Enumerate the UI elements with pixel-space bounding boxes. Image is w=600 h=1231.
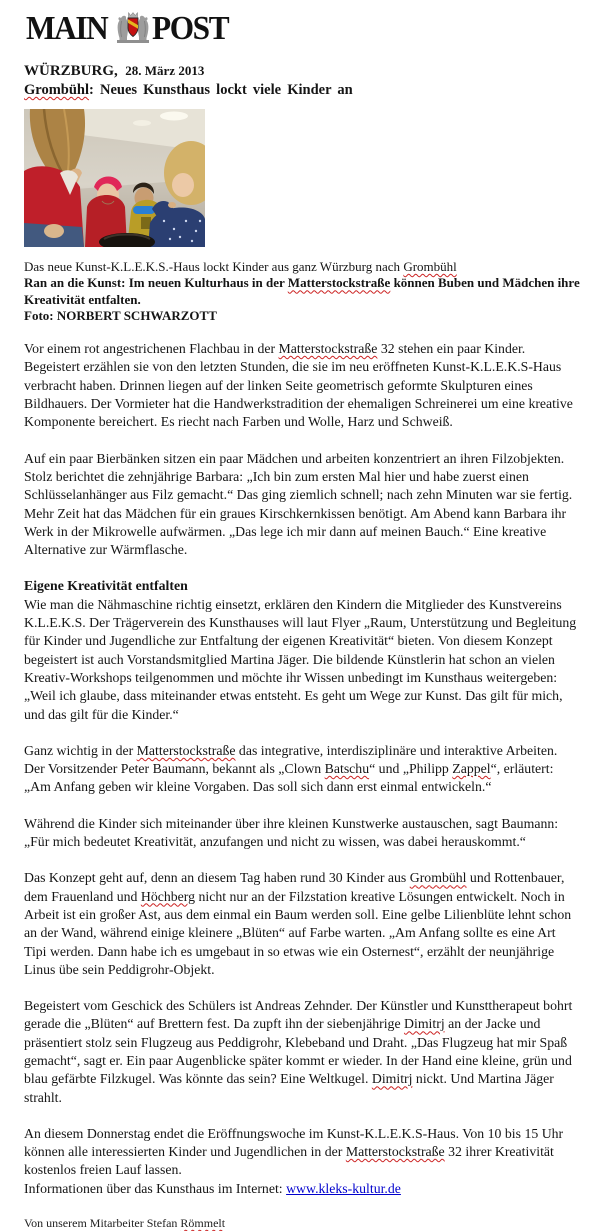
text-segment: 32 stehen ein paar Kinder. Begeistert erzählen sie von den letzten Stunden, die sie im neu eröffneten Kunst-K.L.E.K.S-Haus verbracht haben. Drinnen liegen auf der linken Seite geometrisch geformte Skulpturen eines Bildhauers. Der Vormieter hat die Handwerkstradition der ehemaligen Schreinerei um eine kreative Komponente bereichert. Es riecht nach Farben und Wolle, Harz und Schweiß. <box>24 341 573 430</box>
misspelled-word: Matterstockstraße <box>345 1144 445 1160</box>
text-segment: Während die Kinder sich miteinander über ihre kleinen Kunstwerke austauschen, sagt Baumann: „Für mich bedeutet Kreativität, anzufangen und nicht zu wissen, was dabei herauskommt.“ <box>24 815 559 850</box>
misspelled-word: Matterstockstraße <box>287 275 391 291</box>
text-segment: nickt. Und Martina Jäger strahlt. <box>24 1071 554 1105</box>
article-headline <box>24 82 580 99</box>
misspelled-word: Grombühl <box>409 870 467 886</box>
text-segment: Begeistert vom Geschick des Schülers ist Andreas Zehnder. Der Künstler und Kunsttherapeut bohrt gerade die „Blüten“ auf Brettern fest. Da zupft ihn der siebenjährige <box>24 998 573 1032</box>
photo-caption <box>24 259 580 324</box>
masthead-word-main: MAIN <box>26 10 108 47</box>
text-segment: Das neue Kunst-K.L.E.K.S.-Haus lockt Kinder aus ganz Würzburg nach <box>24 259 404 274</box>
misspelled-word: Zappel <box>452 761 491 777</box>
article-paragraph <box>24 450 580 560</box>
article-paragraph <box>24 340 580 431</box>
misspelled-word: Batschu <box>324 761 370 777</box>
dateline <box>24 62 580 80</box>
byline <box>24 1216 580 1231</box>
text-segment: Auf ein paar Bierbänken sitzen ein paar Mädchen und arbeiten konzentriert an ihren Filzobjekten. Stolz berichtet die zehnjährige Barbara: „Ich bin zum ersten Mal hier und habe zuerst einen Schlüsselanhänger aus Filz gemacht.“ Das ging ziemlich schnell; nach zehn Minuten war sie fertig. Mehr Zeit hat das Mädchen für ein graues Kirschkernkissen benötigt. Am Abend kann Barbara ihr Werk in der Mikrowelle aufwärmen. „Das lege ich mir dann auf meinen Bauch.“ Eine kreative Alternative zur Wärmflasche. <box>24 450 573 558</box>
text-segment: “, erläutert: „Am Anfang geben wir kleine Vorgaben. Das soll sich dann erst einmal entwickeln.“ <box>24 761 554 795</box>
text-segment: Das Konzept geht auf, denn an diesem Tag haben rund 30 Kinder aus <box>24 870 410 886</box>
text-segment: “ und „Philipp <box>369 761 453 777</box>
misspelled-word: Matterstockstraße <box>136 742 236 758</box>
text-segment: an der Jacke und präsentiert stolz sein Flugzeug aus Peddigrohr, Klebeband und Draht. „Das Flugzeug hat mir Spaß gemacht“, sagt er. Ein paar Augenblicke später kommt er wieder. In der Hand eine kleine, grün und blau gefärbte Filzkugel. Was könnte das sein? Eine Weltkugel. <box>24 1016 572 1087</box>
misspelled-word: Grombühl <box>24 82 90 98</box>
photo-credit: Foto: NORBERT SCHWARZOTT <box>24 307 217 323</box>
article-paragraph <box>24 815 580 852</box>
text-segment: und Rottenbauer, dem Frauenland und <box>24 870 565 904</box>
text-segment: Informationen über das Kunsthaus im Internet: <box>24 1180 287 1196</box>
caption-line-2 <box>24 275 580 308</box>
text-segment: Vor einem rot angestrichenen Flachbau in der <box>24 341 279 357</box>
misspelled-word: Grombühl <box>403 259 457 274</box>
text-segment: Ganz wichtig in der <box>24 742 137 758</box>
misspelled-word: Höchberg <box>140 888 196 904</box>
dateline-city: WÜRZBURG, <box>24 63 118 79</box>
article-subhead: Eigene Kreativität entfalten <box>24 578 188 594</box>
text-segment: nicht nur an der Filzstation kreative Lösungen entwickelt. Noch in Arbeit ist ein großer Ast, aus dem einmal ein Baum werden soll. Eine gelbe Lilienblüte lehnt schon an der Wand, während einige kleinere „Blüten“ auf Farbe warten. „Am Anfang sollte es eine Art Tipi werden. Dann habe ich es umgebaut in so etwas wie ein Osternest“, erzählt der neunjährige Linus übe sein Peddigrohr-Objekt. <box>24 888 572 977</box>
text-segment: Ran an die Kunst: Im neuen Kulturhaus in der <box>24 275 288 291</box>
text-segment: : Neues Kunsthaus lockt viele Kinder an <box>89 82 353 98</box>
article-paragraph <box>24 1125 580 1198</box>
text-segment: Wie man die Nähmaschine richtig einsetzt, erklären den Kindern die Mitglieder des Kunstvereins K.L.E.K.S. Der Trägerverein des Kunsthauses will laut Flyer „Raum, Unterstützung und Begleitung für Kinder und Jugendliche zur Entfaltung der eigenen Kreativität“ bieten. Von diesem Konzept begeistert ist auch Vorstandsmitglied Martina Jäger. Die bildende Künstlerin hat schon an vielen Kreativ-Workshops teilgenommen und möchte ihr Wissen unbedingt im Kunsthaus weitergeben: „Weil ich glaube, dass miteinander etwas entsteht. Es geht um Wege zur Kunst. Das gilt für mich, und das gilt für die Kinder.“ <box>24 596 577 722</box>
misspelled-word: Matterstockstraße <box>278 341 378 357</box>
dateline-date: 28. März 2013 <box>125 63 205 78</box>
misspelled-word: Dimitrj <box>371 1071 413 1087</box>
article-paragraph <box>24 742 580 797</box>
article-paragraph <box>24 596 580 724</box>
text-segment: können Buben und Mädchen ihre Kreativität entfalten. <box>24 275 580 307</box>
text-segment: das integrative, interdisziplinäre und interaktive Arbeiten. Der Vorsitzender Peter Baumann, bekannt als „Clown <box>24 742 558 777</box>
kleks-kultur-link[interactable]: www.kleks-kultur.de <box>286 1180 401 1196</box>
text-segment: 32 ihrer Kreativität kostenlos freien Lauf lassen. <box>24 1144 554 1178</box>
caption-line-1 <box>24 259 580 275</box>
text-segment: Von unserem Mitarbeiter Stefan <box>24 1216 181 1231</box>
masthead-word-post: POST <box>152 10 229 47</box>
coat-of-arms-icon <box>115 11 151 45</box>
article-photo <box>24 109 205 247</box>
article-paragraph <box>24 997 580 1107</box>
misspelled-word: Dimitrj <box>404 1016 445 1032</box>
article-paragraph <box>24 869 580 979</box>
text-segment: An diesem Donnerstag endet die Eröffnungswoche im Kunst-K.L.E.K.S-Haus. Von 10 bis 15 Uhr können alle interessierten Kinder und Jugendlichen in der <box>24 1125 564 1160</box>
article-body <box>24 340 580 1198</box>
masthead <box>26 10 580 48</box>
misspelled-word: Römmelt <box>180 1216 226 1231</box>
